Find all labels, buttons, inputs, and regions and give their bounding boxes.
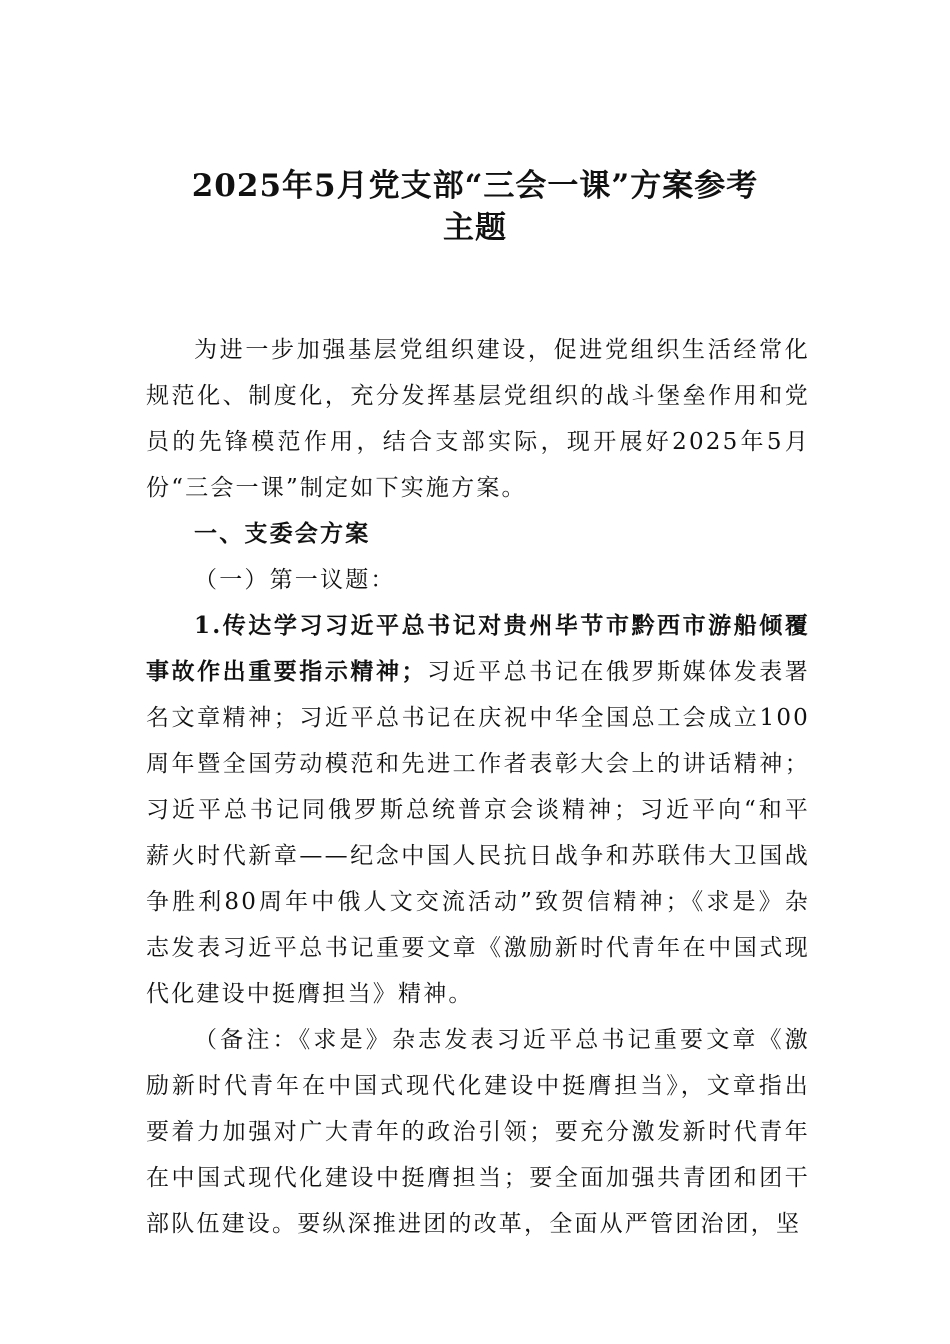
document-title-line2: 主题 — [443, 210, 507, 246]
section-heading-branch-committee: 一、支委会方案 — [194, 520, 371, 547]
item-1-paragraph — [146, 603, 810, 1017]
item-1-bold-lead: 1.传达学习习近平总书记对贵州毕节市黔西市游船倾覆事故作出重要指示精神； — [146, 612, 810, 685]
item-1-text: 习近平总书记在俄罗斯媒体发表署名文章精神；习近平总书记在庆祝中华全国总工会成立100周年暨全国劳动模范和先进工作者表彰大会上的讲话精神；习近平总书记同俄罗斯总统普京会谈精神；习近平向“和平薪火时代新章——纪念中国人民抗日战争和苏联伟大卫国战争胜利80周年中俄人文交流活动”致贺信精神；《求是》杂志发表习近平总书记重要文章《激励新时代青年在中国式现代化建设中挺膺担当》精神。 — [146, 659, 810, 1007]
intro-paragraph: 为进一步加强基层党组织建设，促进党组织生活经常化规范化、制度化，充分发挥基层党组织的战斗堡垒作用和党员的先锋模范作用，结合支部实际，现开展好2025年5月份“三会一课”制定如下实施方案。 — [146, 337, 810, 501]
note-paragraph: （备注：《求是》杂志发表习近平总书记重要文章《激励新时代青年在中国式现代化建设中挺膺担当》，文章指出要着力加强对广大青年的政治引领；要充分激发新时代青年在中国式现代化建设中挺膺担当；要全面加强共青团和团干部队伍建设。要纵深推进团的改革，全面从严管团治团，坚 — [146, 1027, 810, 1237]
document-title-line1: 2025年5月党支部“三会一课”方案参考 — [191, 168, 759, 204]
document-body — [146, 327, 810, 1247]
subsection-heading-first-topic: （一）第一议题： — [194, 567, 396, 593]
